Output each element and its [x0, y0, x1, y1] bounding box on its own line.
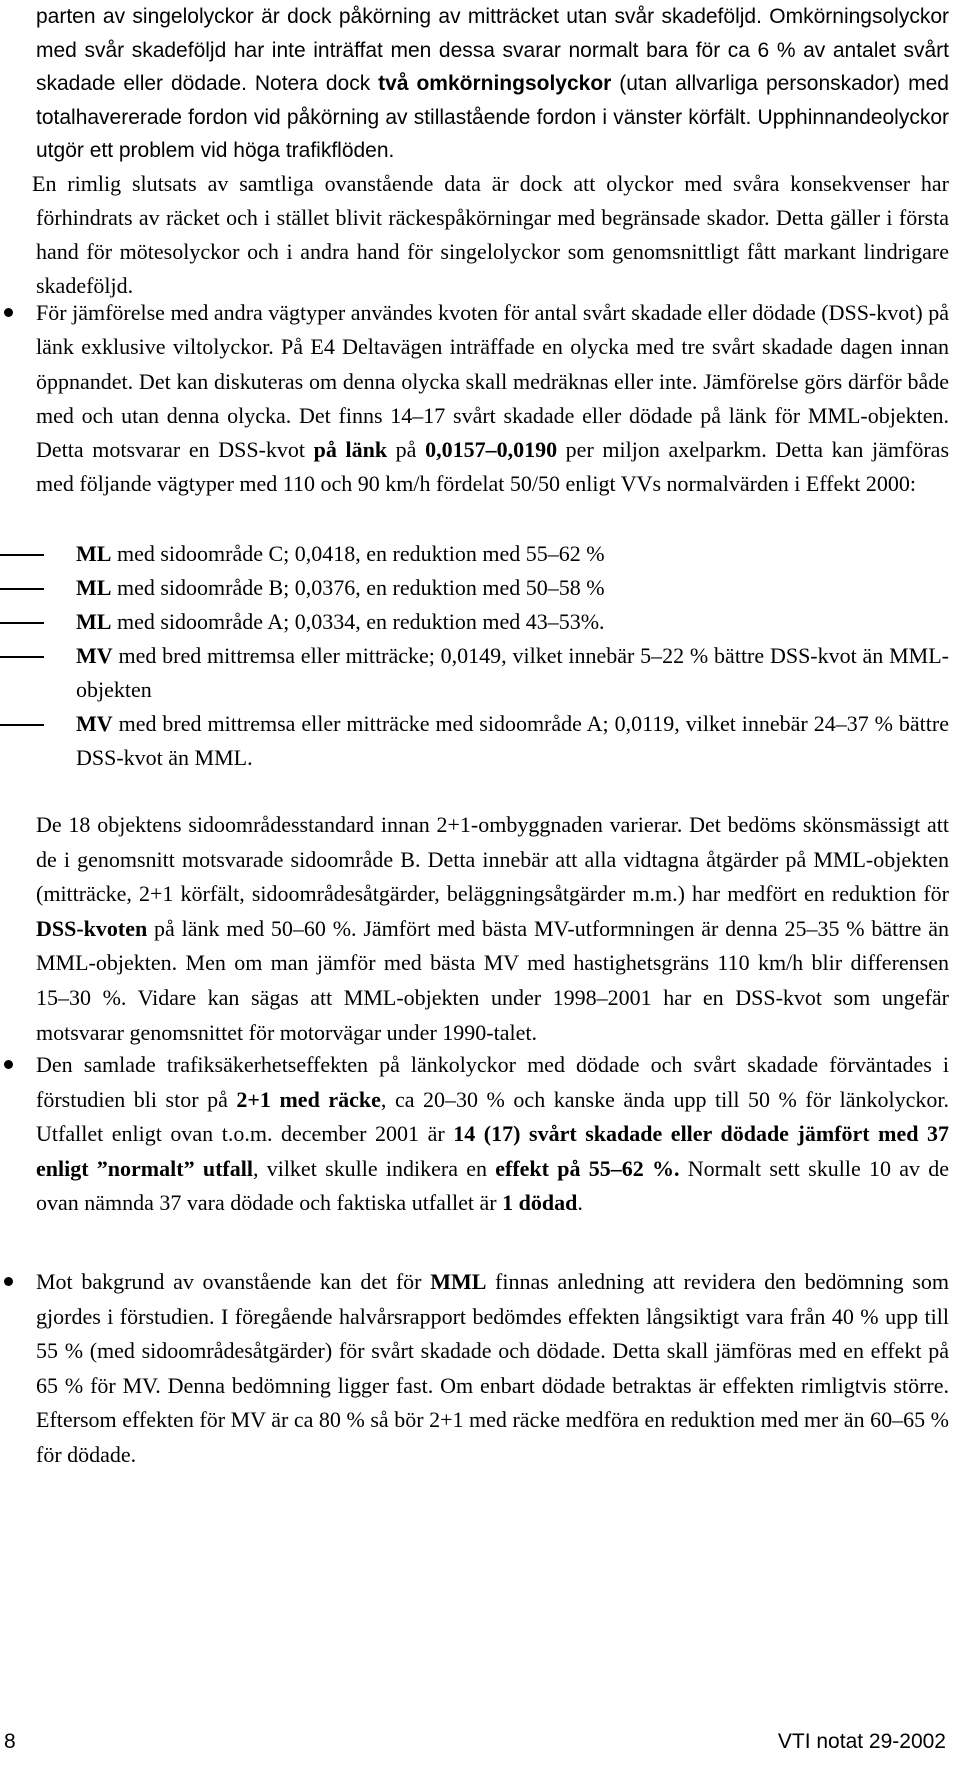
dash-marker: [0, 554, 44, 556]
dash-item-text: med bred mittremsa eller mitträcke med sidoområde A; 0,0119, vilket innebär 24–37 % bättre DSS-kvot än MML.: [76, 711, 949, 770]
dash-marker: [0, 622, 44, 624]
bullet-dot: [4, 1060, 13, 1069]
bullet1-emph-ratio: 0,0157–0,0190: [425, 437, 558, 463]
dash-item-road-type: ML: [76, 541, 112, 566]
bullet1-text-a: För jämförelse med andra vägtyper användes kvoten för antal svårt skadade eller dödade (DSS-kvot) på länk exklusive viltolyckor. På E4 Deltavägen inträffade en olycka med tre svårt skadade dagen innan öppnandet. Det kan diskuteras om denna olycka skall medräknas eller inte. Jämförelse görs därför både med och utan denna olycka. Det finns 14–17 svårt skadade eller dödade på länk för MML-objekten. Detta motsvarar en DSS-kvot: [36, 300, 949, 463]
dash-item: [76, 639, 949, 707]
bullet-paragraph-comparison: [36, 296, 949, 502]
dash-item-text: med sidoområde C; 0,0418, en reduktion med 55–62 %: [111, 541, 605, 566]
dash-item-text: med sidoområde B; 0,0376, en reduktion med 50–58 %: [111, 575, 605, 600]
standard-paragraph: [36, 808, 949, 1050]
dash-marker: [0, 656, 44, 658]
dash-item: [76, 707, 949, 775]
bullet-paragraph-effect: [36, 1048, 949, 1221]
bullet2-emph-outcome: 14 (17) svårt skadade eller dödade jämfört med 37 enligt ”normalt” utfall: [36, 1121, 949, 1181]
dash-item: [76, 605, 949, 639]
bullet-paragraph-revision: [36, 1265, 949, 1472]
dash-item-road-type: ML: [76, 575, 112, 600]
bullet1-emph-link: på länk: [313, 437, 388, 463]
bullet2-emph-fatal: 1 dödad: [502, 1190, 578, 1216]
dash-item-road-type: MV: [76, 711, 113, 736]
bullet-dot: [4, 1277, 13, 1286]
continuation-text: Omkörningsolyckor med svår skadeföljd har inte inträffat men dessa svarar normalt bara för ca 6 % av antalet svårt skadade eller dödade. Notera dock: [36, 5, 949, 95]
bullet2-text-i: .: [577, 1190, 583, 1216]
bullet3-text-c: finnas anledning att revidera den bedömning som gjordes i förstudien. I föregående halvårsrapport bedömdes effekten långsiktigt vara från 40 % upp till 55 % (med sidoområdesåtgärder) för svårt skadade och dödade. Detta skall jämföras med en effekt på 65 % för MV. Denna bedömning ligger fast. Om enbart dödade betraktas är effekten rimligtvis större. Eftersom effekten för MV är ca 80 % så bör 2+1 med räcke medföra en reduktion med mer än 60–65 % för dödade.: [36, 1269, 950, 1467]
continuation-paragraph: [36, 0, 949, 168]
bullet3-text-a: Mot bakgrund av ovanstående kan det för: [36, 1269, 431, 1294]
emphasis-two-overtaking: två omkörningsolyckor: [378, 72, 612, 95]
standard-text-c: på länk med 50–60 %. Jämfört med bästa MV-utformningen är denna 25–35 % bättre än MML-objekten. Men om man jämför med bästa MV med hastighetsgräns 110 km/h blir differensen 15–30 %. Vidare kan sägas att MML-objekten under 1998–2001 har en DSS-kvot som ungefär motsvarar genomsnittet för motorvägar under 1990-talet.: [36, 915, 949, 1045]
continuation-line: parten av singelolyckor är dock påkörning av mitträcket utan svår skadeföljd.: [36, 5, 762, 28]
bullet2-emph-road: 2+1 med räcke: [236, 1086, 381, 1112]
standard-text-a: De 18 objektens sidoområdesstandard innan 2+1-ombyggnaden varierar. Det bedöms skönsmässigt att de i genomsnitt motsvarade sidoområde B. Detta innebär att alla vidtagna åtgärder på MML-objekten (mitträcke, 2+1 körfält, sidoområdesåtgärder, beläggningsåtgärder m.m.) har medfört en reduktion för: [36, 812, 949, 907]
bullet2-text-g: Normalt sett skulle 10 av de ovan nämnda 37 vara dödade och faktiska utfallet är: [36, 1155, 950, 1216]
bullet1-text-e: per miljon axelparkm. Detta kan jämföras med följande vägtyper med 110 och 90 km/h fördelat 50/50 enligt VVs normalvärden i Effekt 2000:: [36, 437, 949, 497]
bullet2-text-c: , ca 20–30 % och kanske ända upp till 50 % för länkolyckor. Utfallet enligt ovan t.o.m. december 2001 är: [36, 1086, 949, 1147]
bullet3-emph-mml: MML: [430, 1269, 487, 1294]
conclusion-paragraph: [32, 167, 949, 303]
conclusion-text: En rimlig slutsats av samtliga ovanstående data är dock att olyckor med svåra konsekvenser har förhindrats av räcket och i stället blivit räckespåkörningar med begränsade skador. Detta gäller i första hand för mötesolyckor och i andra hand för singelolyckor som genomsnittligt fått markant lindrigare skadeföljd.: [32, 171, 949, 298]
dash-item-text: med sidoområde A; 0,0334, en reduktion med 43–53%.: [111, 609, 605, 634]
standard-emph-dss: DSS-kvoten: [36, 915, 148, 941]
dash-item-text: med bred mittremsa eller mitträcke; 0,0149, vilket innebär 5–22 % bättre DSS-kvot än MML-objekten: [76, 643, 949, 702]
dash-item: [76, 571, 949, 605]
report-id: VTI notat 29-2002: [777, 1730, 946, 1753]
dash-marker: [0, 724, 44, 726]
continuation-text-2: (utan allvarliga personskador) med totalhavererade fordon vid påkörning av stillastående fordon i vänster körfält. Upphinnandeolyckor utgör ett problem vid höga trafikflöden.: [36, 72, 949, 162]
dash-item: [76, 537, 949, 571]
bullet2-text-a: Den samlade trafiksäkerhetseffekten på länkolyckor med dödade och svårt skadade förväntades i förstudien bli stor på: [36, 1052, 949, 1112]
bullet-dot: [4, 308, 13, 317]
dash-item-road-type: MV: [76, 643, 113, 668]
dash-item-road-type: ML: [76, 609, 112, 634]
bullet2-emph-effect: effekt på 55–62 %.: [495, 1155, 680, 1181]
bullet2-text-e: , vilket skulle indikera en: [252, 1155, 496, 1181]
dash-marker: [0, 588, 44, 590]
page-number: 8: [4, 1730, 16, 1753]
bullet1-text-c: på: [387, 437, 426, 463]
